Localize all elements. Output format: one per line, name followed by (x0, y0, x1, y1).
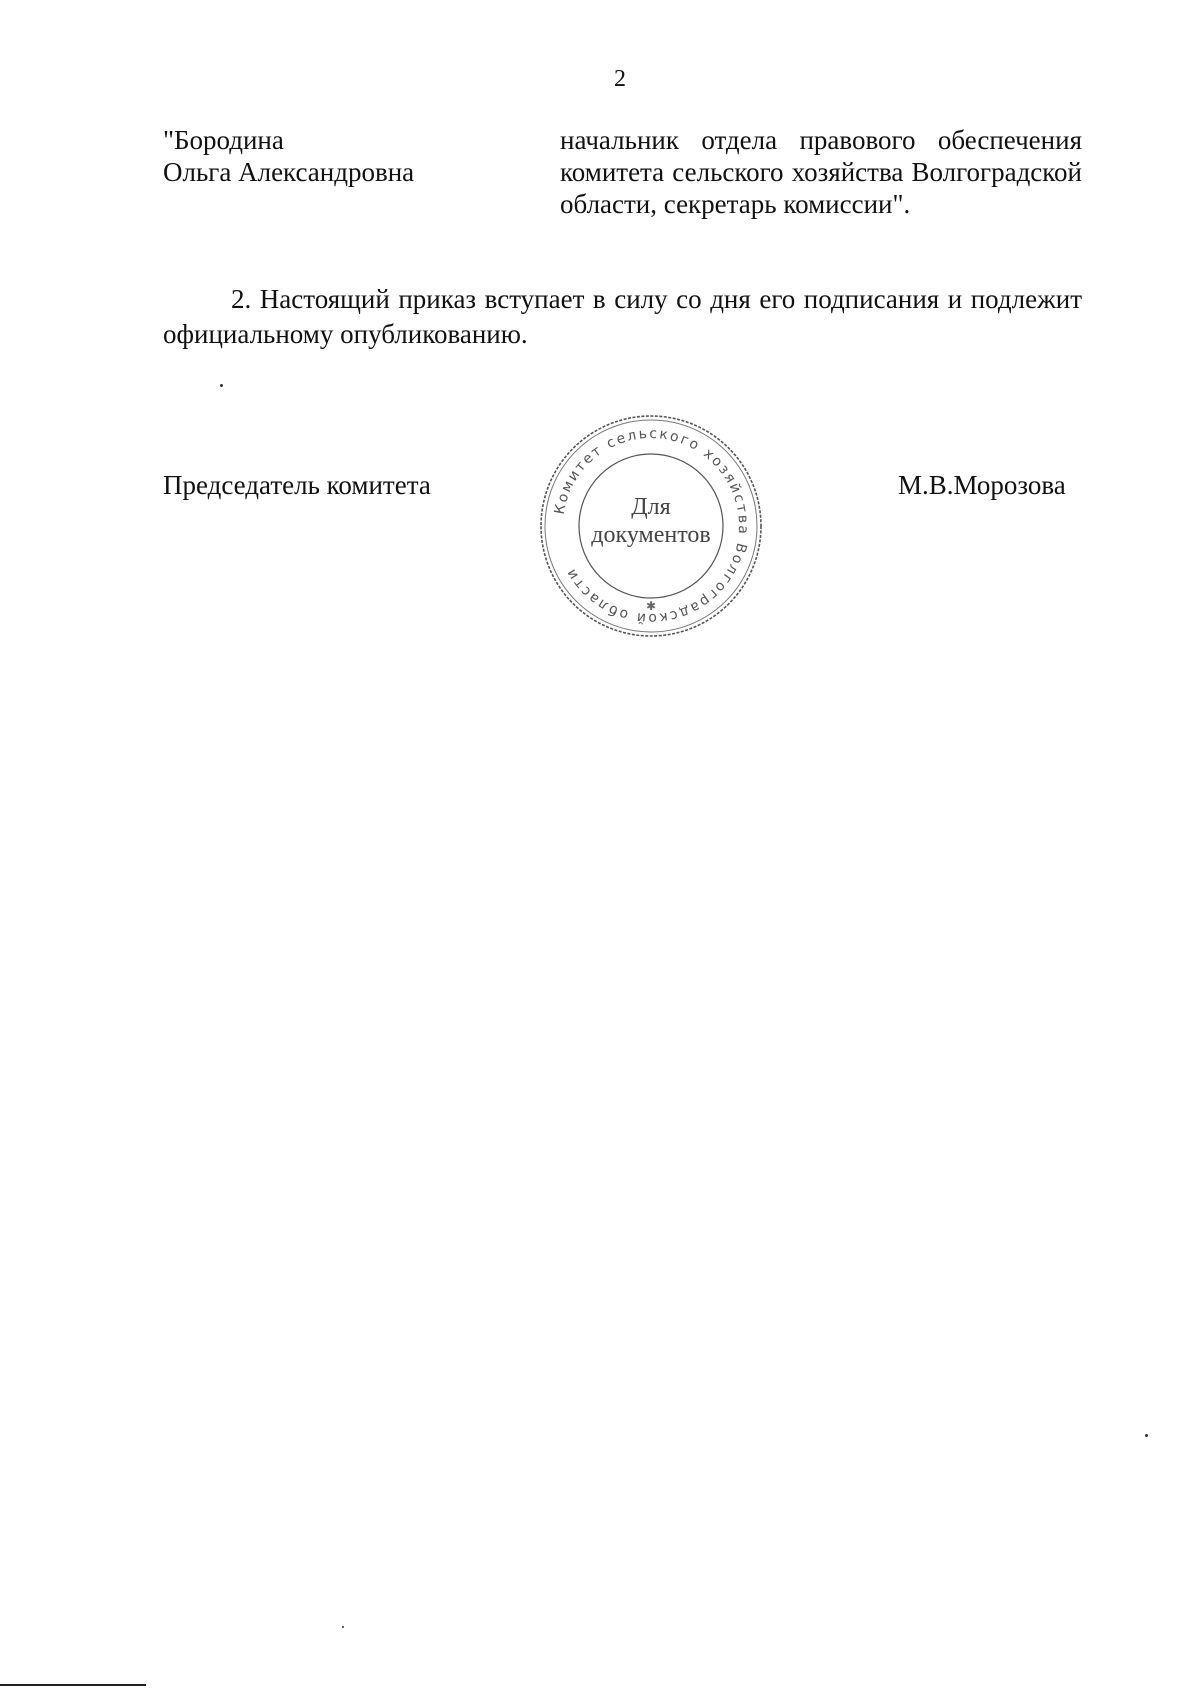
signatory-name: М.В.Морозова (898, 470, 1066, 500)
svg-text:✱: ✱ (645, 599, 657, 613)
scan-speck (1145, 1434, 1148, 1437)
paragraph-effective-date: 2. Настоящий приказ вступает в силу со дня его подписания и подлежит официальному опубликованию. (163, 284, 1082, 349)
signatory-title: Председатель комитета (163, 470, 431, 500)
member-role: начальник отдела правового обеспечения комитета сельского хозяйства Волгоградской области, секретарь комиссии". (560, 125, 1082, 219)
stamp-center-line1: Для (631, 494, 671, 520)
member-name-line2: Ольга Александровна (163, 157, 415, 187)
scan-speck (342, 1626, 344, 1628)
scan-speck (220, 384, 223, 387)
stamp-center-line2: документов (591, 522, 711, 548)
stamp-ring-text: Комитет сельского хозяйства Волгоградской области (551, 425, 752, 627)
page-number: 2 (614, 66, 626, 92)
member-name (163, 124, 493, 188)
official-stamp (535, 410, 767, 642)
bottom-rule (0, 1684, 146, 1686)
member-name-line1: "Бородина (163, 125, 284, 155)
